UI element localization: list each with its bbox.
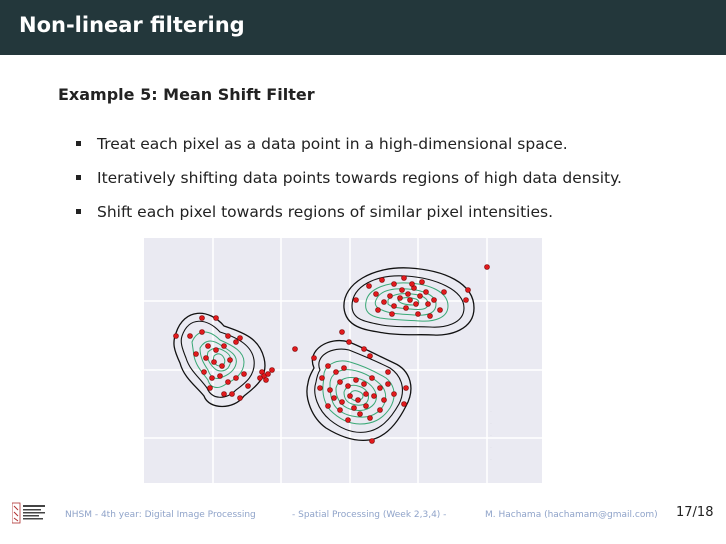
footer-course: NHSM - 4th year: Digital Image Processing	[65, 510, 256, 520]
footer-author: M. Hachama (hachamam@gmail.com)	[485, 510, 658, 520]
mean-shift-density-plot	[144, 238, 542, 483]
frame-title-bar	[0, 0, 726, 55]
svg-text:·: ·	[490, 457, 492, 464]
bullet-square-icon	[76, 209, 81, 214]
footer	[0, 500, 726, 544]
example-title: Example 5: Mean Shift Filter	[58, 85, 315, 104]
svg-text:·: ·	[490, 433, 492, 440]
page-number: 17/18	[676, 505, 714, 520]
bullet-square-icon	[76, 141, 81, 146]
svg-text:·: ·	[490, 409, 492, 416]
bullet-text: Iteratively shifting data points towards regions of high data density.	[97, 169, 622, 187]
bullet-square-icon	[76, 175, 81, 180]
bullet-text: Shift each pixel towards regions of similar pixel intensities.	[97, 203, 554, 221]
svg-text:·: ·	[490, 421, 492, 428]
frame-title: Non-linear filtering	[19, 13, 245, 37]
svg-text:·: ·	[490, 445, 492, 452]
bullet-text: Treat each pixel as a data point in a high-dimensional space.	[97, 135, 568, 153]
footer-section: - Spatial Processing (Week 2,3,4) -	[292, 510, 447, 520]
